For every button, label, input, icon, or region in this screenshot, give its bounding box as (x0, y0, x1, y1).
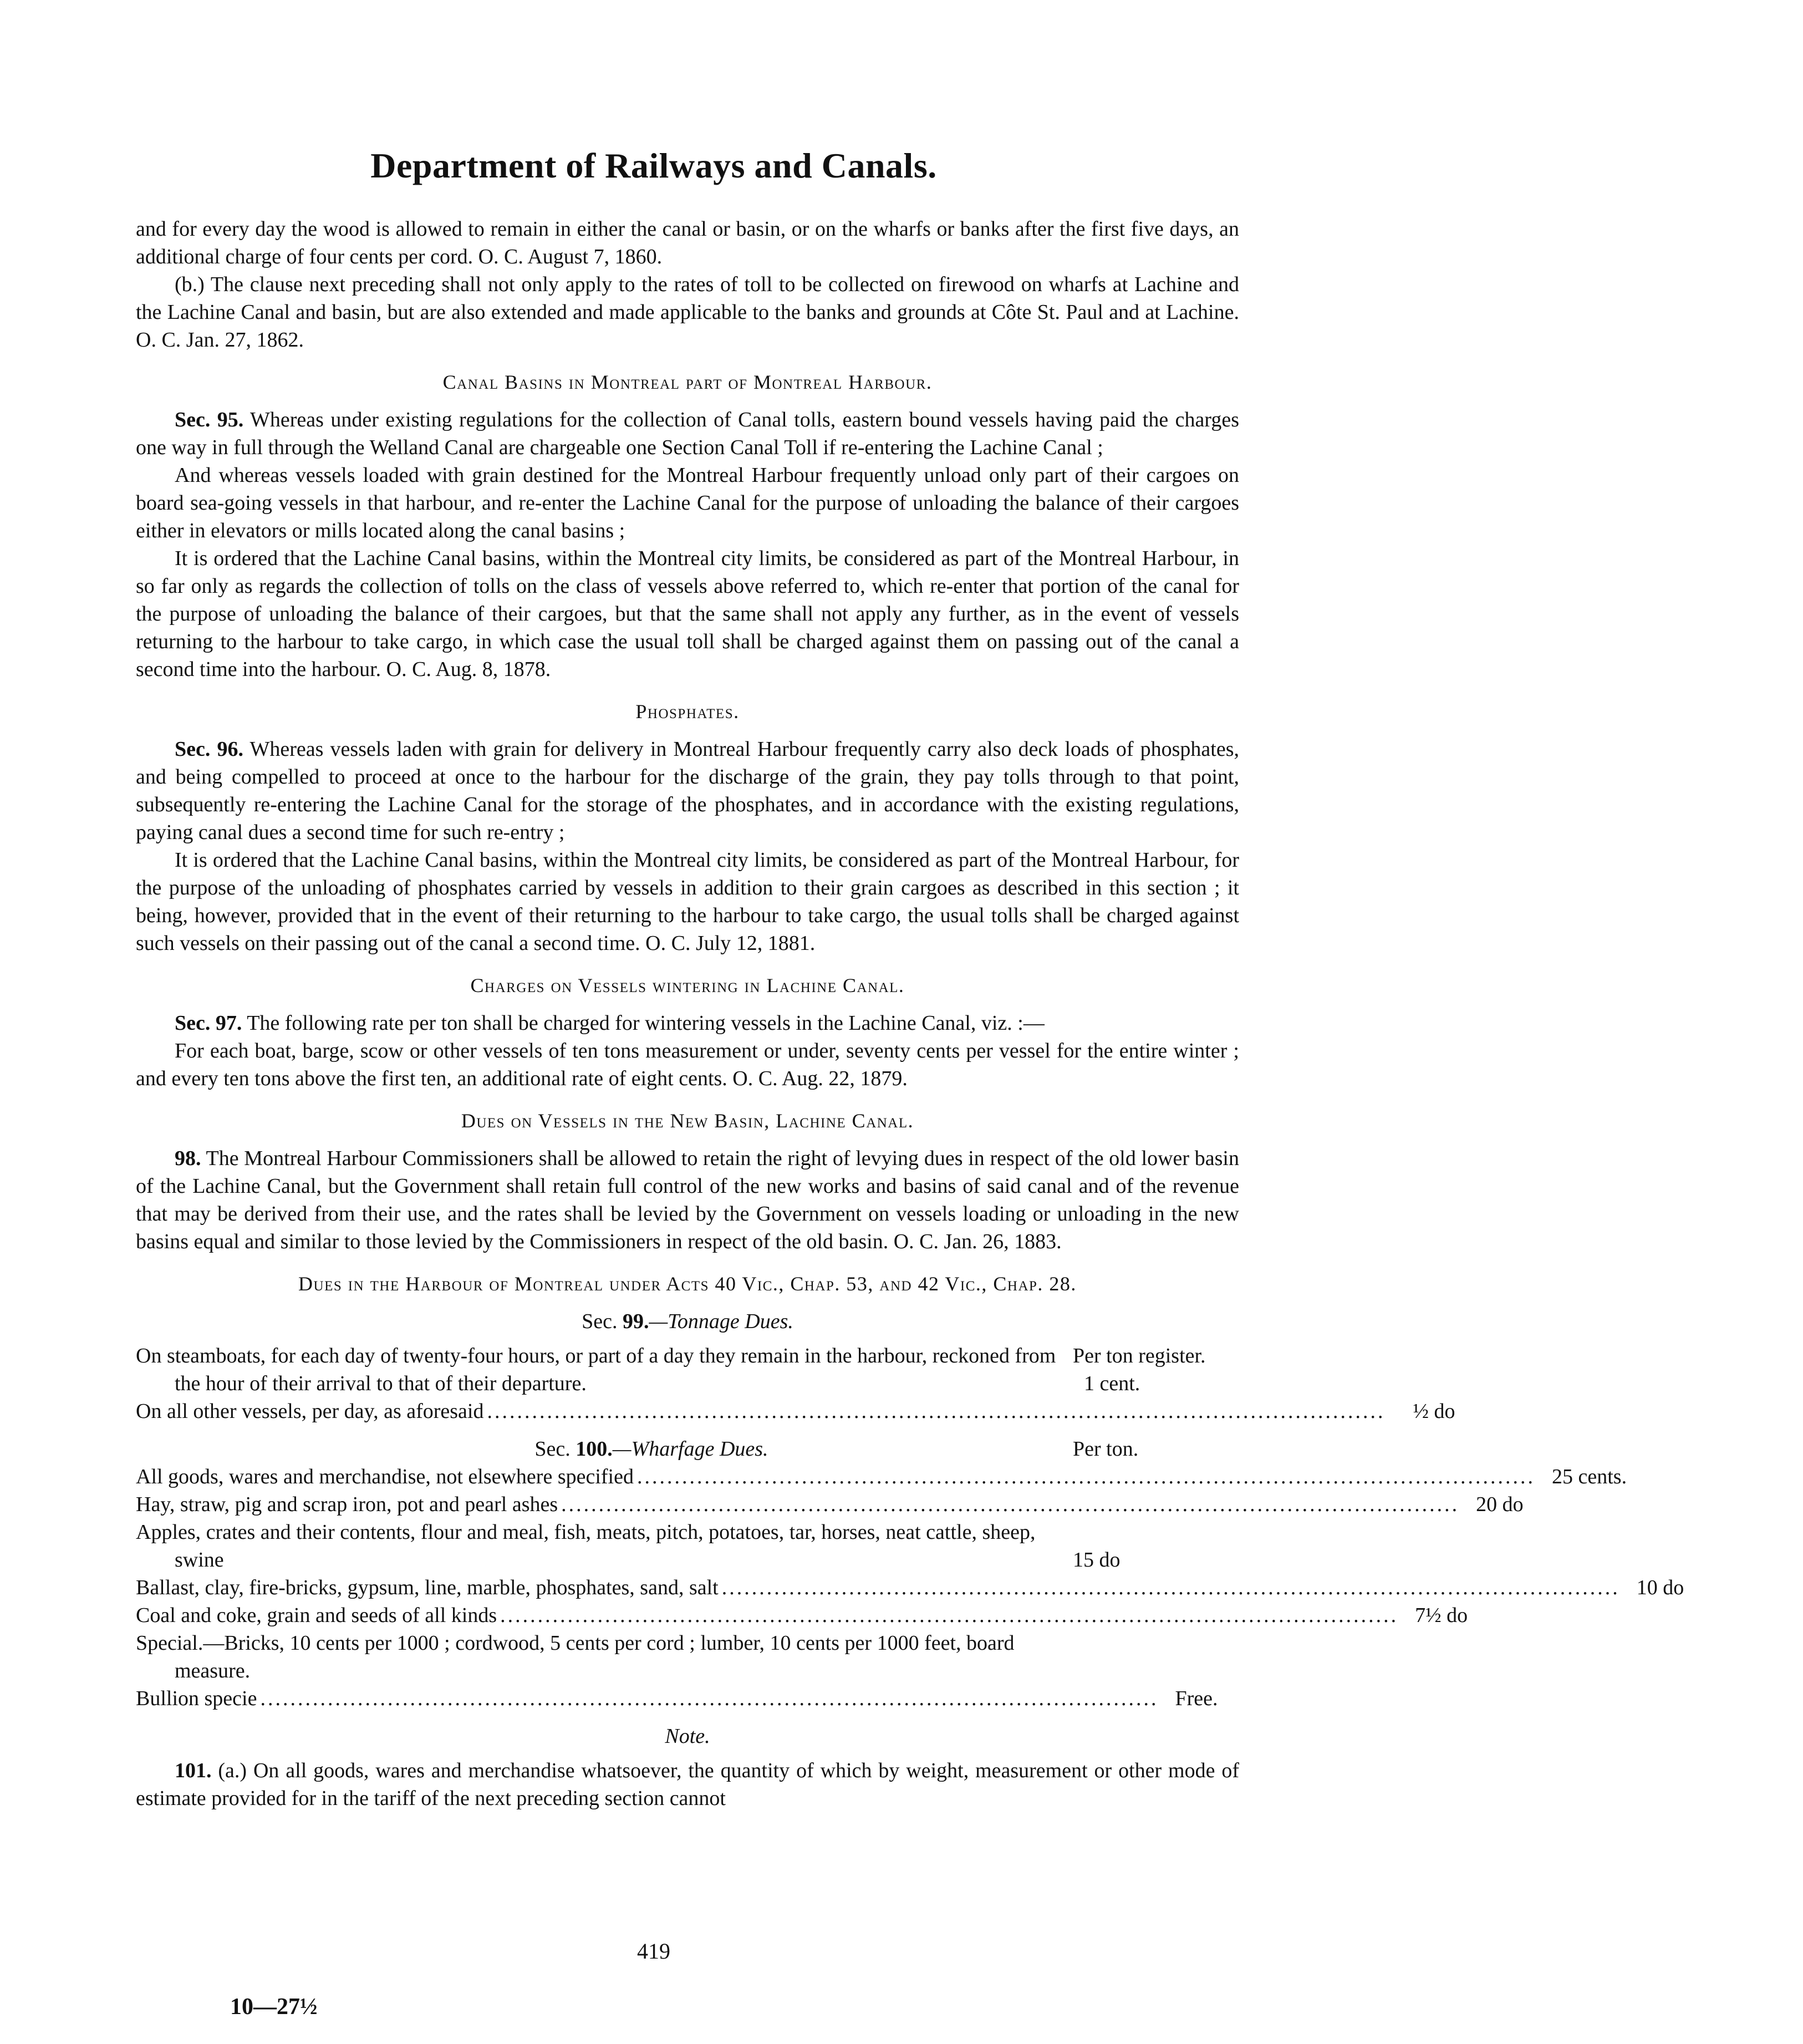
tonnage-row (136, 1342, 1239, 1397)
tonnage-row-rate: ½ do (1413, 1400, 1455, 1423)
wharfage-row-desc: Hay, straw, pig and scrap iron, pot and pearl ashes (136, 1493, 558, 1516)
dot-leader: ........................................................................................................................ (561, 1493, 1460, 1516)
sec-97-text-1: The following rate per ton shall be charged for wintering vessels in the Lachine Canal, viz. :— (247, 1011, 1045, 1035)
heading-phosphates: Phosphates. (635, 700, 740, 723)
dot-leader: ........................................................................................................................ (500, 1604, 1399, 1627)
note-heading: Note. (665, 1725, 710, 1748)
wharfage-row-desc: Coal and coke, grain and seeds of all kinds (136, 1604, 497, 1627)
sec-100-heading (136, 1435, 1056, 1463)
wharfage-row-rate: 10 do (1636, 1576, 1684, 1599)
heading-wintering: Charges on Vessels wintering in Lachine Canal. (470, 974, 905, 996)
sec-99-title: —Tonnage Dues. (649, 1310, 793, 1333)
wharfage-row (136, 1685, 1239, 1712)
dot-leader: ........................................................................................................................ (721, 1576, 1620, 1599)
heading-canal-basins: Canal Basins in Montreal part of Montreal Harbour. (442, 371, 933, 393)
tonnage-row (136, 1397, 1455, 1425)
sec-95-text-1: Whereas under existing regulations for the collection of Canal tolls, eastern bound vessels having paid the charges one way in full through the Welland Canal are chargeable one Section Canal Toll if re-entering the Lachine Canal ; (136, 408, 1239, 459)
sec-95-label: Sec. 95. (175, 408, 244, 431)
wharfage-row-rate: 25 cents. (1551, 1465, 1627, 1488)
sec-101-label: 101. (175, 1759, 212, 1782)
wharfage-row-desc: All goods, wares and merchandise, not elsewhere specified (136, 1465, 634, 1488)
wharfage-row (136, 1601, 1468, 1629)
paragraph-intro-a: and for every day the wood is allowed to remain in either the canal or basin, or on the wharfs or banks after the first five days, an additional charge of four cents per cord. O. C. August 7, 1860. (136, 217, 1239, 268)
dot-leader: ........................................................................................................................ (487, 1400, 1386, 1423)
wharfage-rate-head: Per ton. (1073, 1437, 1139, 1461)
sec-95-paragraph-3: It is ordered that the Lachine Canal basins, within the Montreal city limits, be considered as part of the Montreal Harbour, in so far only as regards the collection of tolls on the class of vessels above referred to, which re-enter that portion of the canal for the purpose of unloading the balance of their cargoes, but that the same shall not apply any further, as in the event of vessels returning to the harbour to take cargo, in which case the usual toll shall be charged against them on passing out of the canal a second time into the harbour. O. C. Aug. 8, 1878. (136, 547, 1239, 681)
sec-97-label: Sec. 97. (175, 1011, 242, 1035)
sec-99-heading (136, 1308, 1239, 1335)
sec-100-number: 100. (575, 1437, 613, 1461)
sec-100-prefix: Sec. (534, 1437, 576, 1461)
wharfage-row-rate: 15 do (1073, 1548, 1120, 1572)
dot-leader: ........................................................................................................................ (260, 1687, 1159, 1710)
sec-99-prefix: Sec. (582, 1310, 623, 1333)
wharfage-row (136, 1463, 1627, 1491)
wharfage-row-desc: Bullion specie (136, 1687, 257, 1710)
sec-100-title: —Wharfage Dues. (612, 1437, 768, 1461)
wharfage-row-rate: 7½ do (1415, 1604, 1468, 1627)
heading-harbour-dues: Dues in the Harbour of Montreal under Acts 40 Vic., Chap. 53, and 42 Vic., Chap. 28. (298, 1273, 1077, 1295)
tonnage-row-rate: 1 cent. (1084, 1372, 1140, 1395)
sec-101-paragraph (136, 1757, 1239, 1812)
wharfage-row-desc: Special.—Bricks, 10 cents per 1000 ; cordwood, 5 cents per cord ; lumber, 10 cents per 1000 feet, board measure. (136, 1631, 1015, 1682)
wharfage-row-desc: Ballast, clay, fire-bricks, gypsum, line, marble, phosphates, sand, salt (136, 1576, 719, 1599)
sec-96-label: Sec. 96. (175, 738, 244, 761)
tonnage-row-desc: On all other vessels, per day, as aforesaid (136, 1400, 484, 1423)
sec-97-paragraph-1 (136, 1009, 1239, 1037)
body-text (136, 215, 1684, 1812)
sec-96-paragraph-1 (136, 735, 1239, 846)
wharfage-row-rate: Free. (1175, 1687, 1218, 1710)
page-number: 419 (637, 1939, 670, 1964)
tonnage-row-desc: On steamboats, for each day of twenty-four hours, or part of a day they remain in the harbour, reckoned from the hour of their arrival to that of their departure. (136, 1344, 1056, 1395)
sec-96-paragraph-2: It is ordered that the Lachine Canal basins, within the Montreal city limits, be considered as part of the Montreal Harbour, for the purpose of the unloading of phosphates carried by vessels in addition to their grain cargoes as described in this section ; it being, however, provided that in the event of their returning to the harbour to take cargo, the usual tolls shall be charged against such vessels on their passing out of the canal a second time. O. C. July 12, 1881. (136, 848, 1239, 955)
sec-99-number: 99. (622, 1310, 649, 1333)
sec-98-label: 98. (175, 1147, 201, 1170)
paragraph-intro-b: (b.) The clause next preceding shall not only apply to the rates of toll to be collected on firewood on wharfs at Lachine and the Lachine Canal and basin, but are also extended and made applicable to the banks and grounds at Côte St. Paul and at Lachine. O. C. Jan. 27, 1862. (136, 273, 1239, 352)
sec-95-paragraph-1 (136, 406, 1239, 461)
dot-leader: ........................................................................................................................ (636, 1465, 1535, 1488)
sec-96-text-1: Whereas vessels laden with grain for delivery in Montreal Harbour frequently carry also deck loads of phosphates, and being compelled to proceed at once to the harbour for the discharge of the grain, they pay tolls through to that point, subsequently re-entering the Lachine Canal for the storage of the phosphates, and in accordance with the existing regulations, paying canal dues a second time for such re-entry ; (136, 738, 1239, 844)
tonnage-row-rate-block (1056, 1342, 1239, 1397)
wharfage-row-desc: Apples, crates and their contents, flour and meal, fish, meats, pitch, potatoes, tar, horses, neat cattle, sheep, swine (136, 1521, 1036, 1572)
sec-97-paragraph-2: For each boat, barge, scow or other vessels of ten tons measurement or under, seventy cents per vessel for the entire winter ; and every ten tons above the first ten, an additional rate of eight cents. O. C. Aug. 22, 1879. (136, 1039, 1239, 1090)
sec-98-text: The Montreal Harbour Commissioners shall be allowed to retain the right of levying dues in respect of the old lower basin of the Lachine Canal, but the Government shall retain full control of the new works and basins of said canal and of the revenue that may be derived from their use, and the rates shall be levied by the Government on vessels loading or unloading in the new basins equal and similar to those levied by the Commissioners in respect of the old basin. O. C. Jan. 26, 1883. (136, 1147, 1239, 1253)
wharfage-row (136, 1629, 1239, 1685)
wharfage-row-rate: 20 do (1476, 1493, 1524, 1516)
wharfage-row (136, 1491, 1524, 1518)
sec-95-paragraph-2: And whereas vessels loaded with grain destined for the Montreal Harbour frequently unload only part of their cargoes on board sea-going vessels in that harbour, and re-enter the Lachine Canal for the purpose of unloading the balance of their cargoes either in elevators or mills located along the canal basins ; (136, 464, 1239, 542)
page-title: Department of Railways and Canals. (370, 146, 937, 185)
tonnage-rate-head: Per ton register. (1073, 1344, 1206, 1367)
wharfage-row (136, 1574, 1684, 1601)
sec-101-text: (a.) On all goods, wares and merchandise whatsoever, the quantity of which by weight, measurement or other mode of estimate provided for in the tariff of the next preceding section cannot (136, 1759, 1239, 1810)
sec-100-heading-row (136, 1435, 1239, 1463)
sec-98-paragraph (136, 1145, 1239, 1255)
wharfage-row (136, 1518, 1239, 1574)
heading-new-basin: Dues on Vessels in the New Basin, Lachine Canal. (461, 1110, 914, 1132)
signature-mark: 10—27½ (230, 1994, 318, 2020)
